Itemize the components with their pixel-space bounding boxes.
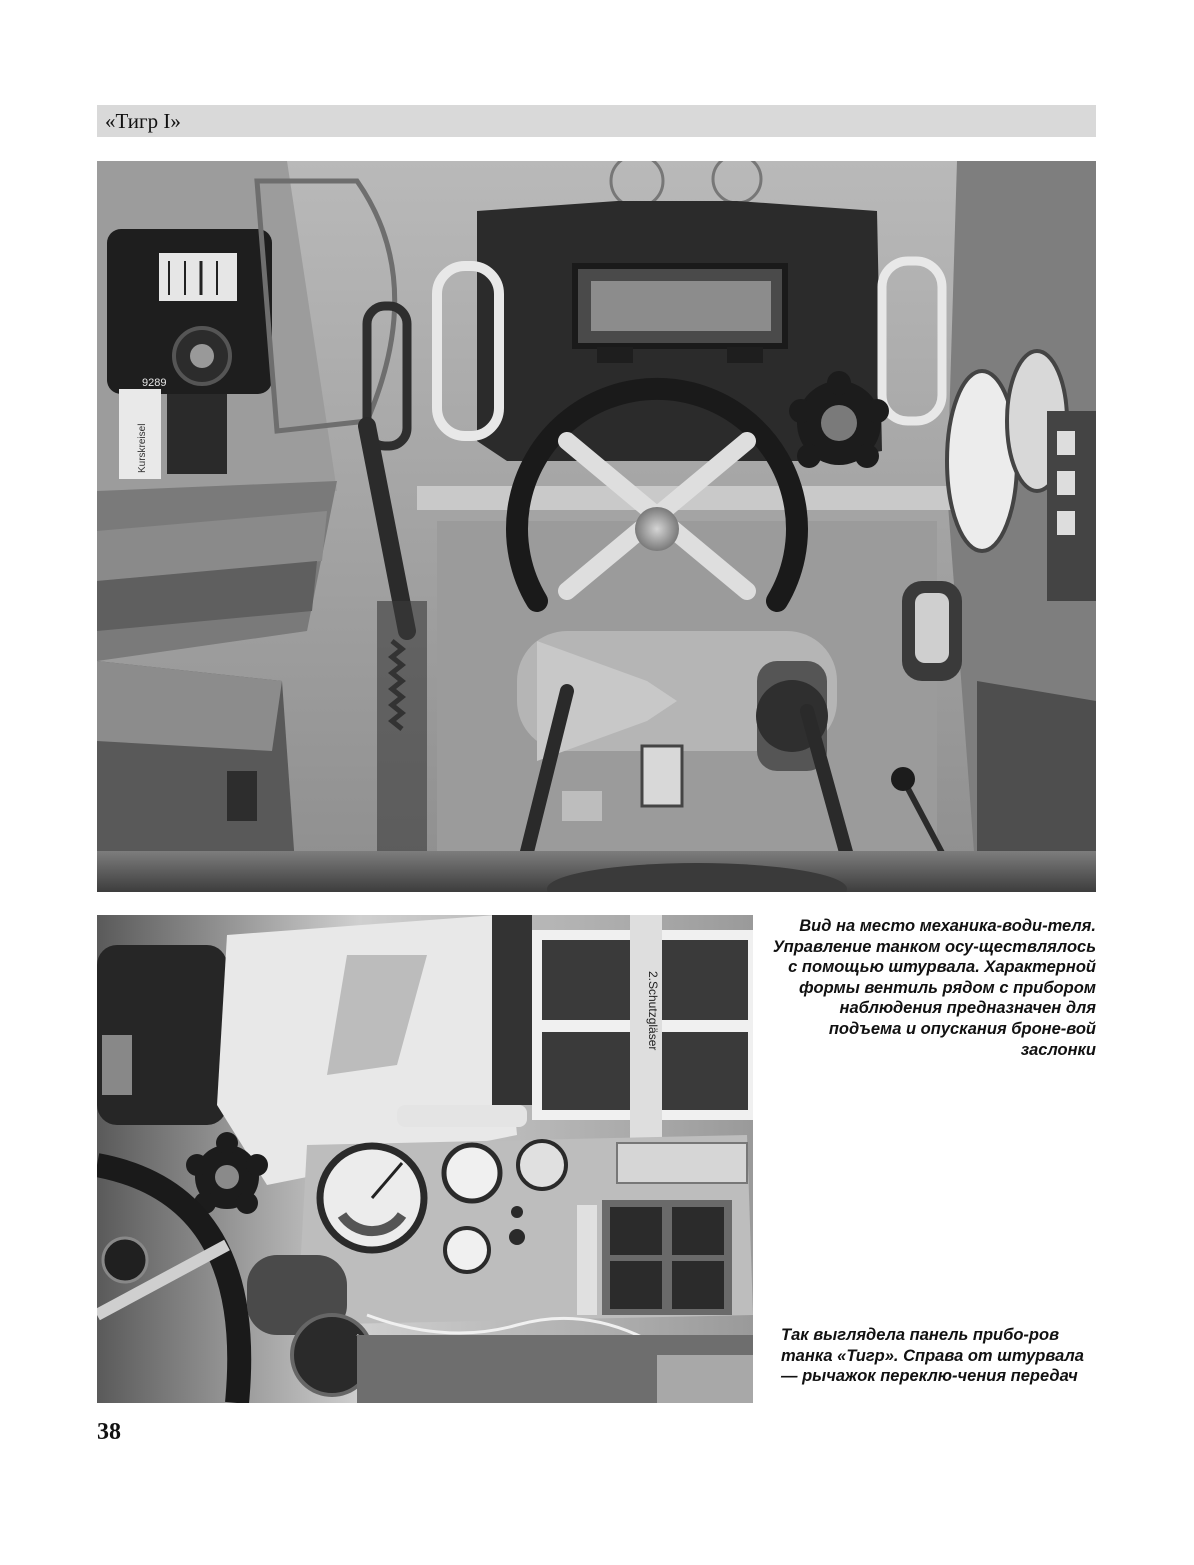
compass-side-label: Kurskreisel bbox=[137, 423, 148, 473]
running-header bbox=[97, 105, 1096, 137]
driver-station-photo-drawing bbox=[97, 161, 1096, 892]
compass-plate-number: 9289 bbox=[142, 377, 167, 389]
instrument-panel-photo bbox=[97, 915, 753, 1403]
running-header-title: «Тигр I» bbox=[105, 109, 181, 133]
bottom-photo-caption: Так выглядела панель прибо-ров танка «Тигр». Справа от штурвала — рычажок переклю-чения передач bbox=[781, 1326, 1084, 1386]
driver-station-photo bbox=[97, 161, 1096, 892]
instrument-panel-photo-drawing bbox=[97, 915, 753, 1403]
page-number: 38 bbox=[97, 1419, 121, 1445]
top-photo-caption: Вид на место механика-води-теля. Управление танком осу-ществлялось с помощью штурвала. Характерной формы вентиль рядом с прибором наблюдения предназначен для подъема и опускания броне-вой заслонки bbox=[772, 917, 1096, 1059]
strap-label: 2.Schutzgläser bbox=[646, 971, 660, 1051]
